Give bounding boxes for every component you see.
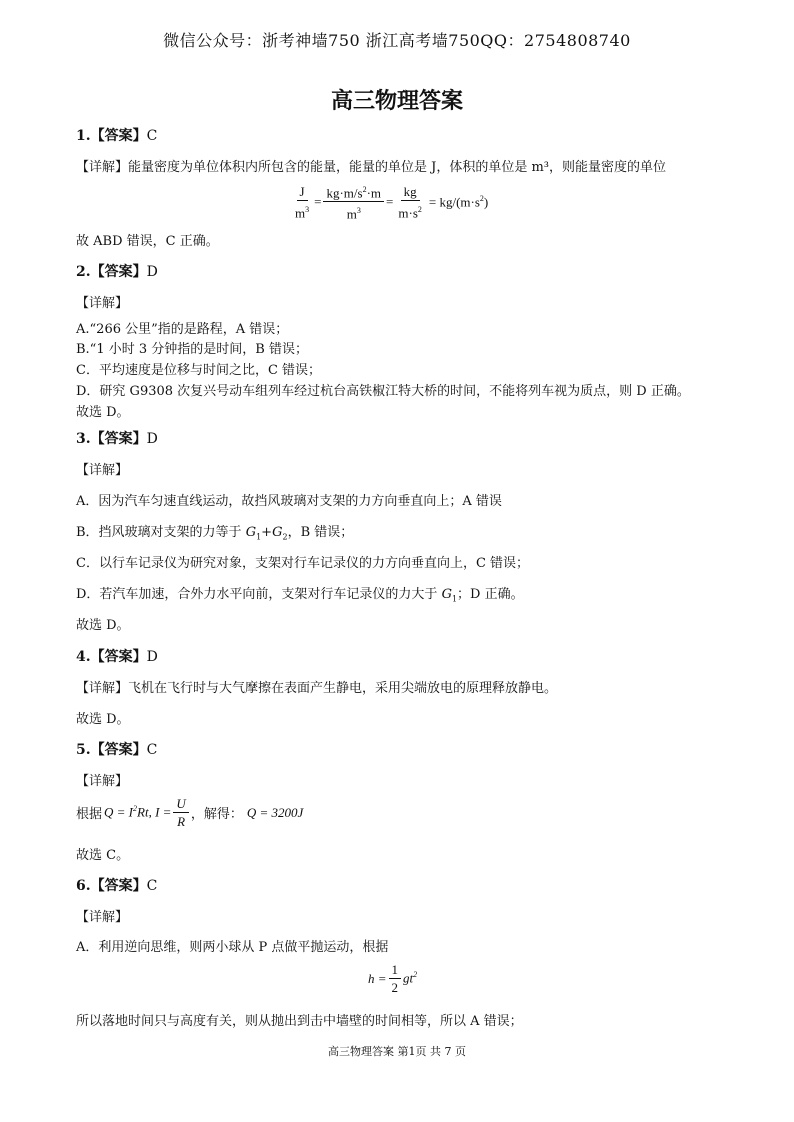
q3-line-a: A．因为汽车匀速直线运动，故挡风玻璃对支架的力方向垂直向上；A 错误 xyxy=(76,494,502,509)
q3-line-c: C．以行车记录仪为研究对象，支架对行车记录仪的力方向垂直向上，C 错误； xyxy=(76,556,530,571)
q5-number: 5. xyxy=(76,742,91,758)
q2-detail: 【详解】 xyxy=(76,296,129,311)
page-header: 微信公众号：浙考神墙750 浙江高考墙750QQ：2754808740 xyxy=(163,31,631,50)
q5-answer-line xyxy=(76,739,157,759)
q4-answer: D xyxy=(146,649,158,665)
q2-number: 2. xyxy=(76,264,91,280)
q2-answer-tag: 【答案】 xyxy=(90,264,147,280)
q6-answer: C xyxy=(146,878,158,894)
q1-detail: 【详解】能量密度为单位体积内所包含的能量，能量的单位是 J，体积的单位是 m³，则能量密度的单位 xyxy=(76,160,667,175)
q2-line-d: D．研究 G9308 次复兴号动车组列车经过杭台高铁椒江特大桥的时间，不能将列车视为质点，则 D 正确。 xyxy=(76,384,690,399)
q4-answer-line xyxy=(76,646,158,666)
q3-line-b: B．挡风玻璃对支架的力等于 $G_1+G_2$，B 错误； xyxy=(76,525,354,542)
q5-detail: 【详解】 xyxy=(76,774,129,789)
q3-answer-line xyxy=(76,428,158,448)
q2-answer: D xyxy=(146,264,158,280)
q6-answer-line xyxy=(76,875,157,895)
q5-solution: 根据 $Q = I^2Rt$, I = $\frac{U}{R}$ ，解得： Q = 3200J xyxy=(76,796,304,829)
q5-conclusion: 故选 C。 xyxy=(76,848,130,863)
q3-answer: D xyxy=(146,431,158,447)
q4-detail: 【详解】飞机在飞行时与大气摩擦在表面产生静电，采用尖端放电的原理释放静电。 xyxy=(76,681,558,696)
page-title: 高三物理答案 xyxy=(330,88,463,114)
q1-frac-1: $\frac{J}{m^3}$ xyxy=(295,183,310,220)
q2-line-c: C．平均速度是位移与时间之比，C 错误； xyxy=(76,363,322,378)
q5-frac: $\frac{U}{R}$ xyxy=(173,796,188,829)
q1-answer: C xyxy=(146,128,158,144)
q2-line-a: A.“266 公里”指的是路程，A 错误； xyxy=(76,322,289,337)
q2-answer-line xyxy=(76,261,158,281)
q4-number: 4. xyxy=(76,649,91,665)
q6-detail: 【详解】 xyxy=(76,910,129,925)
q2-line-b: B.“1 小时 3 分钟指的是时间，B 错误； xyxy=(76,342,308,357)
q3-number: 3. xyxy=(76,431,91,447)
q3-answer-tag: 【答案】 xyxy=(90,431,147,447)
q6-frac: $\frac{1}{2}$ xyxy=(389,962,402,995)
q1-conclusion: 故 ABD 错误，C 正确。 xyxy=(76,234,219,249)
q1-answer-tag: 【答案】 xyxy=(90,128,147,144)
q6-answer-tag: 【答案】 xyxy=(90,878,147,894)
q3-conclusion: 故选 D。 xyxy=(76,618,130,633)
q6-number: 6. xyxy=(76,878,91,894)
q3-line-d: D．若汽车加速，合外力水平向前，支架对行车记录仪的力大于 $G_1$；D 正确。 xyxy=(76,587,524,604)
q5-answer: C xyxy=(146,742,158,758)
q1-answer-line xyxy=(76,125,157,145)
q5-answer-tag: 【答案】 xyxy=(90,742,147,758)
q1-formula: $\frac{J}{m^3}$ = $\frac{kg\cdot m/s^2\cdot m}{m^3}$ = $\frac{kg}{m\cdot s^2}$ = $kg/(m\cdot s^2)$ xyxy=(290,182,488,222)
q6-line-a-cont: 所以落地时间只与高度有关，则从抛出到击中墙壁的时间相等，所以 A 错误； xyxy=(76,1014,523,1029)
q6-line-a: A．利用逆向思维，则两小球从 P 点做平抛运动，根据 xyxy=(76,940,389,955)
q1-number: 1. xyxy=(76,128,91,144)
q3-detail: 【详解】 xyxy=(76,463,129,478)
q4-conclusion: 故选 D。 xyxy=(76,712,130,727)
q4-answer-tag: 【答案】 xyxy=(90,649,147,665)
q1-frac-2: $\frac{kg\cdot m/s^2\cdot m}{m^3}$ xyxy=(323,182,384,222)
page-footer: 高三物理答案 第1页 共 7 页 xyxy=(328,1045,466,1058)
q2-conclusion: 故选 D。 xyxy=(76,405,130,420)
q1-frac-3: $\frac{kg}{m\cdot s^2}$ xyxy=(398,183,422,220)
q6-formula: h = $\frac{1}{2}$ $gt^2$ xyxy=(368,962,418,995)
